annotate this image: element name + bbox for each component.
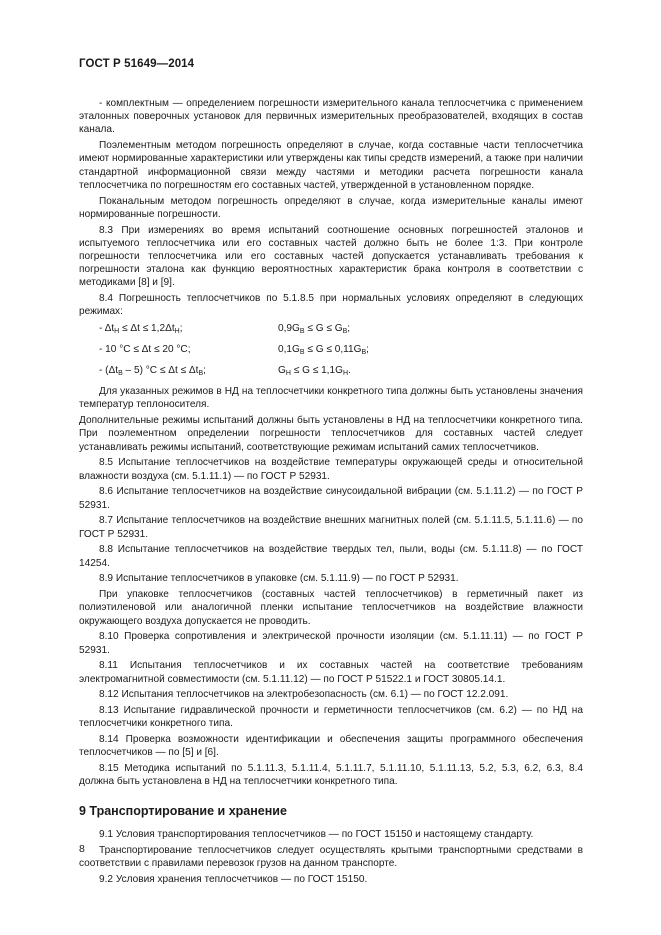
test-mode-line	[79, 343, 583, 359]
paragraph: 8.14 Проверка возможности идентификации и обеспечения защиты программного обеспечения теплосчетчиков — по [5] и [6].	[79, 734, 583, 759]
paragraph: 8.15 Методика испытаний по 5.1.11.3, 5.1.11.4, 5.1.11.7, 5.1.11.10, 5.1.11.13, 5.2, 5.3, 6.2, 6.3, 8.4 должна быть установлена в НД на теплосчетчики конкретного типа.	[79, 763, 583, 788]
page-number: 8	[79, 843, 85, 855]
paragraph: 8.12 Испытания теплосчетчиков на электробезопасность (см. 6.1) — по ГОСТ 12.2.091.	[99, 689, 509, 701]
paragraph: 8.4 Погрешность теплосчетчиков по 5.1.8.5 при нормальных условиях определяют в следующих режимах:	[79, 293, 583, 318]
paragraph: 8.6 Испытание теплосчетчиков на воздействие синусоидальной вибрации (см. 5.1.11.2) — по ГОСТ Р 52931.	[79, 486, 583, 511]
paragraph: 8.10 Проверка сопротивления и электрической прочности изоляции (см. 5.1.11.11) — по ГОСТ Р 52931.	[79, 631, 583, 656]
paragraph: Дополнительные режимы испытаний должны быть установлены в НД на теплосчетчики конкретного типа. При поэлементном определении погрешности теплосчетчиков для составных частей следует устанавливать режимы испытаний, соответствующие режимам испытаний самих теплосчетчиков.	[79, 415, 583, 453]
section-title: 9 Транспортирование и хранение	[79, 803, 287, 818]
page-body	[79, 97, 583, 888]
paragraph-list	[79, 385, 583, 788]
flow-range: $G_Н \le G \le 1,1G_Н$.	[278, 365, 351, 378]
paragraph: 8.9 Испытание теплосчетчиков в упаковке (см. 5.1.11.9) — по ГОСТ Р 52931.	[99, 573, 459, 585]
paragraph: 8.7 Испытание теплосчетчиков на воздействие внешних магнитных полей (см. 5.1.11.5, 5.1.11.6) — по ГОСТ Р 52931.	[79, 515, 583, 540]
paragraph: Поэлементным методом погрешность определяют в случае, когда составные части теплосчетчика имеют нормированные характеристики или утверждены как типы средств измерений, а также при наличии стандартной информационной связи между частями и методики расчета погрешности канала теплосчетчика по погрешностям его составных частей, утвержденной в установленном порядке.	[79, 140, 583, 191]
paragraph: При упаковке теплосчетчиков (составных частей теплосчетчиков) в герметичный пакет из полиэтиленовой или аналогичной пленки испытание теплосчетчиков на воздействие влажности окружающего воздуха допускается не проводить.	[79, 589, 583, 627]
document-header: ГОСТ Р 51649—2014	[79, 58, 195, 70]
paragraph: 8.13 Испытание гидравлической прочности и герметичности теплосчетчиков (см. 6.2) — по НД на теплосчетчики конкретного типа.	[79, 705, 583, 730]
paragraph: 9.2 Условия хранения теплосчетчиков — по ГОСТ 15150.	[99, 873, 368, 885]
paragraph: Для указанных режимов в НД на теплосчетчики конкретного типа должны быть установлены значения температур теплоносителя.	[79, 386, 583, 411]
temperature-range: - $(\Delta t_В - 5) ^\circ C \le \Delta t \le \Delta t_В$;	[99, 365, 206, 378]
temperature-range: - 10 °C ≤ Δt ≤ 20 °C;	[99, 344, 191, 356]
flow-range: $0,9G_В \le G \le G_В$;	[278, 323, 351, 336]
paragraph: 8.3 При измерениях во время испытаний соотношение основных погрешностей эталонов и испытуемого теплосчетчика или его составных частей должно быть не более 1:3. При контроле погрешности теплосчетчика или его составных частей допускается устанавливать требования к погрешности эталона как функцию вероятностных характеристик брака контроля в соответствии с методиками [8] и [9].	[79, 224, 583, 289]
test-mode-line	[79, 364, 583, 380]
temperature-range: - $\Delta t_Н \le \Delta t \le 1,2\Delta t_Н$;	[99, 323, 183, 336]
paragraph: - комплектным — определением погрешности измерительного канала теплосчетчика с применением эталонных поверочных установок для первичных измерительных преобразователей, входящих в состав канала.	[79, 98, 583, 136]
paragraph: Поканальным методом погрешность определяют в случае, когда измерительные каналы имеют нормированные погрешности.	[79, 195, 583, 220]
paragraph: 8.11 Испытания теплосчетчиков и их составных частей на соответствие требованиям электромагнитной совместимости (см. 5.1.11.12) — по ГОСТ Р 51522.1 и ГОСТ 30805.14.1.	[79, 660, 583, 685]
paragraph: 8.8 Испытание теплосчетчиков на воздействие твердых тел, пыли, воды (см. 5.1.11.8) — по ГОСТ 14254.	[79, 544, 583, 569]
flow-range: $0,1G_В \le G \le 0,11G_В$;	[278, 344, 369, 357]
paragraph: Транспортирование теплосчетчиков следует осуществлять крытыми транспортными средствами в соответствии с правилами перевозок грузов на данном транспорте.	[79, 844, 583, 869]
test-mode-line	[79, 322, 583, 338]
paragraph: 8.5 Испытание теплосчетчиков на воздействие температуры окружающей среды и относительной влажности воздуха (см. 5.1.11.1) — по ГОСТ Р 52931.	[79, 457, 583, 482]
paragraph: 9.1 Условия транспортирования теплосчетчиков — по ГОСТ 15150 и настоящему стандарту.	[99, 828, 534, 840]
